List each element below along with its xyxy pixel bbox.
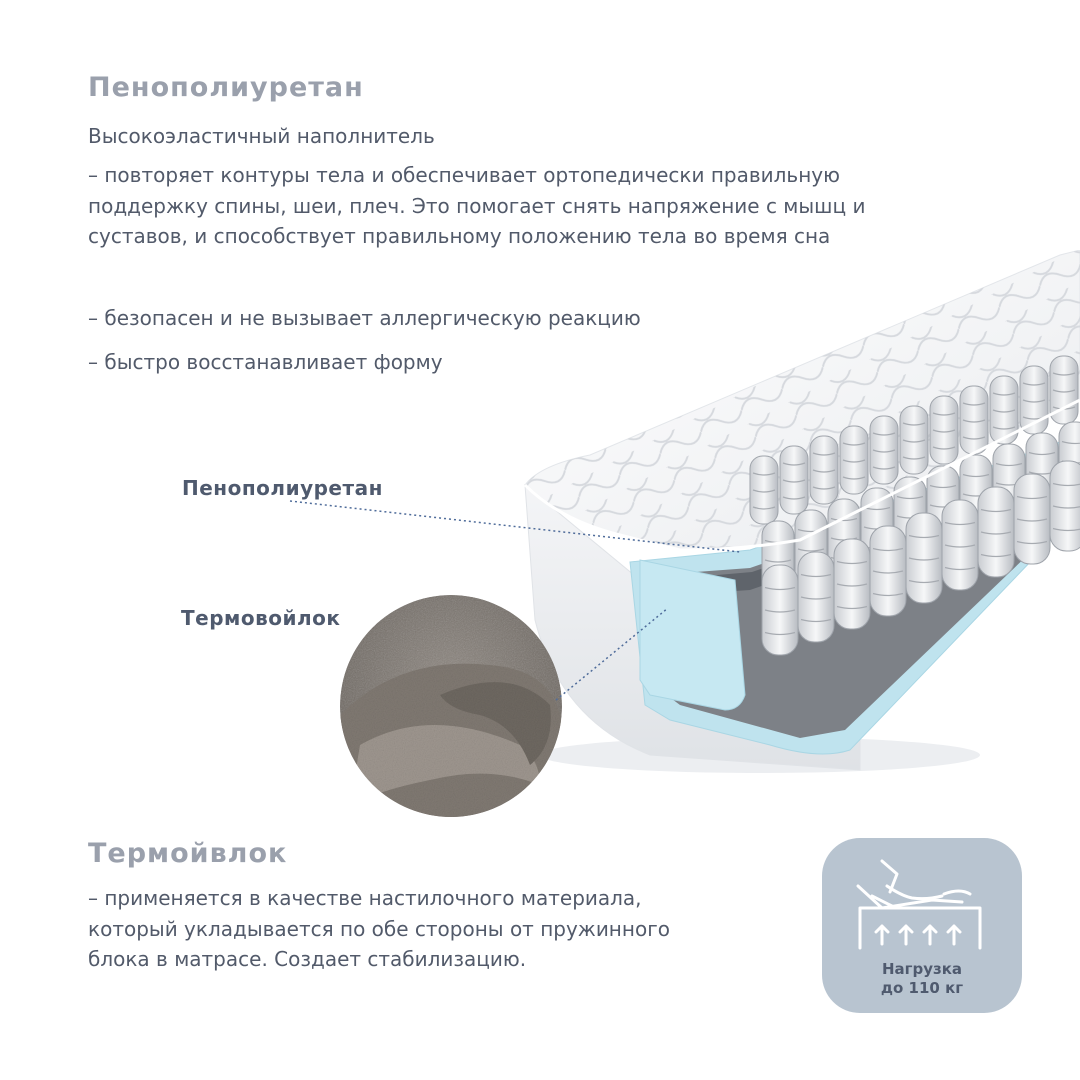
foam-layer-label: Пенополиуретан bbox=[182, 476, 383, 500]
pocket-spring bbox=[1014, 474, 1050, 564]
pocket-spring bbox=[798, 552, 834, 642]
foam-description-line-3: суставов, и способствует правильному положению тела во время сна bbox=[88, 224, 831, 248]
max-load-badge bbox=[822, 838, 1022, 1013]
pocket-spring bbox=[834, 539, 870, 629]
reclining-person-load-icon bbox=[852, 856, 992, 956]
pocket-spring bbox=[762, 565, 798, 655]
pocket-spring bbox=[1050, 461, 1080, 551]
pocket-spring bbox=[810, 436, 838, 504]
foam-bullet-hypoallergenic: – безопасен и не вызывает аллергическую реакцию bbox=[88, 306, 641, 330]
felt-description-line-1: – применяется в качестве настилочного материала, bbox=[88, 886, 642, 910]
pocket-spring bbox=[870, 526, 906, 616]
felt-description-line-2: который укладывается по обе стороны от пружинного bbox=[88, 917, 670, 941]
felt-section-title: Термойвлок bbox=[88, 838, 288, 869]
foam-subtitle: Высокоэластичный наполнитель bbox=[88, 124, 435, 148]
foam-section-title: Пенополиуретан bbox=[88, 72, 364, 103]
pocket-spring bbox=[942, 500, 978, 590]
pocket-spring bbox=[930, 396, 958, 464]
badge-load-label: Нагрузка bbox=[881, 960, 963, 978]
badge-load-value: до 110 кг bbox=[880, 979, 964, 997]
pocket-spring bbox=[906, 513, 942, 603]
pocket-spring bbox=[900, 406, 928, 474]
pocket-spring bbox=[870, 416, 898, 484]
felt-layer-label: Термовойлок bbox=[181, 606, 341, 630]
pocket-spring bbox=[960, 386, 988, 454]
pocket-spring bbox=[750, 456, 778, 524]
felt-description-line-3: блока в матрасе. Создает стабилизацию. bbox=[88, 947, 527, 971]
mattress-cutaway-illustration bbox=[500, 250, 1080, 790]
pocket-spring bbox=[780, 446, 808, 514]
foam-description-line-2: поддержку спины, шеи, плеч. Это помогает снять напряжение с мышц и bbox=[88, 194, 866, 218]
foam-description-line-1: – повторяет контуры тела и обеспечивает ортопедически правильную bbox=[88, 163, 840, 187]
foam-bullet-recovery: – быстро восстанавливает форму bbox=[88, 350, 443, 374]
pocket-spring bbox=[840, 426, 868, 494]
pocket-spring bbox=[978, 487, 1014, 577]
felt-material-closeup bbox=[340, 595, 562, 817]
